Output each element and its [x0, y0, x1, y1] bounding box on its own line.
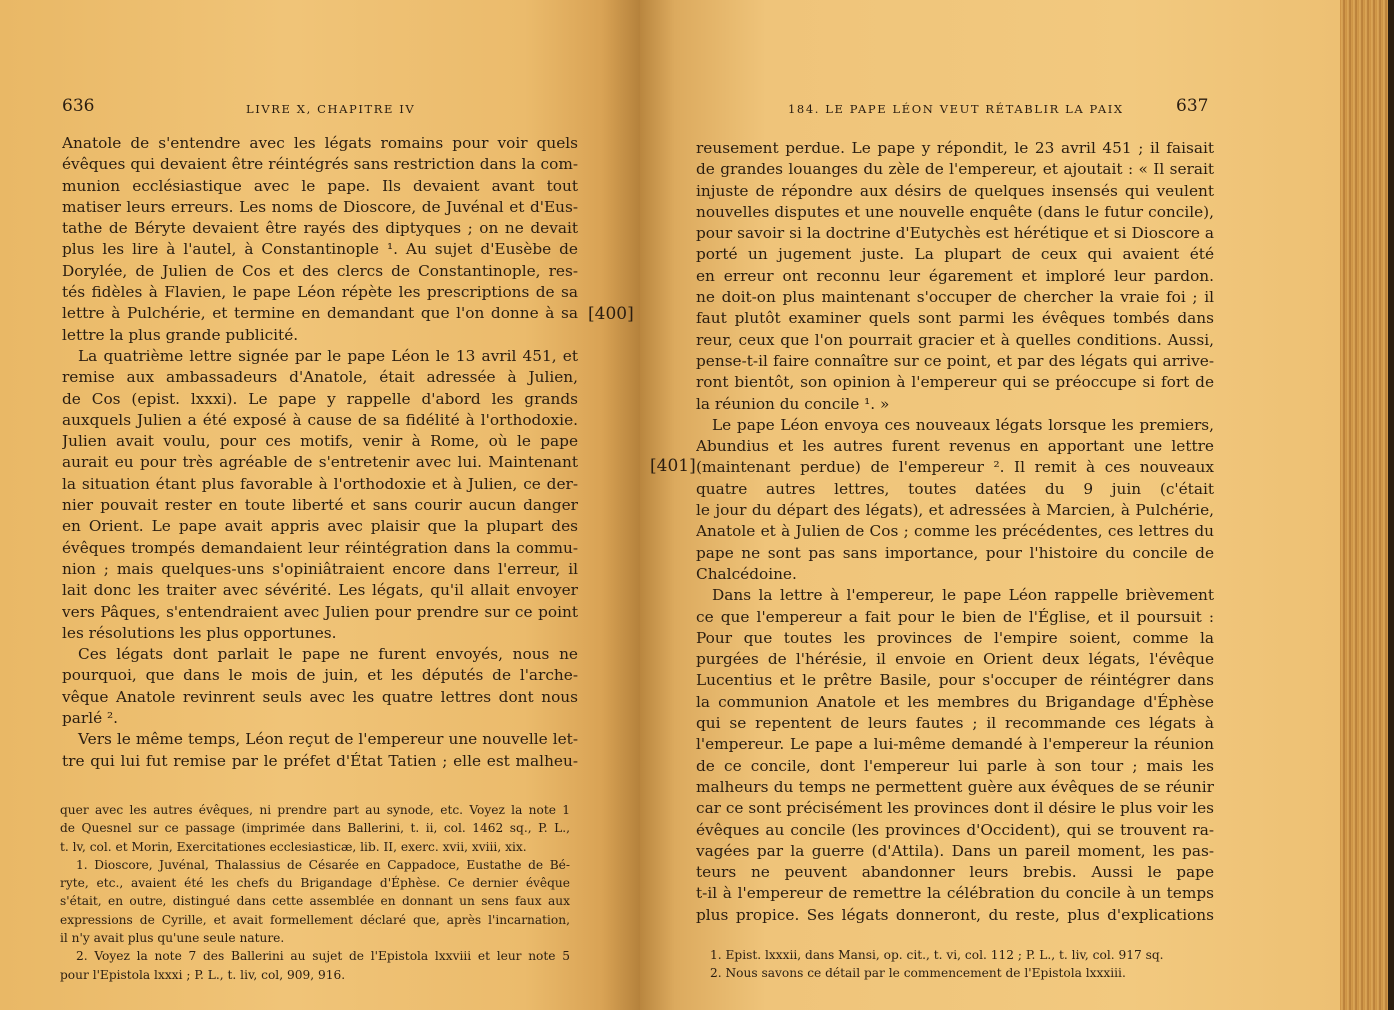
text-line: t-il à l'empereur de remettre la célébration du concile à un temps — [696, 884, 1214, 903]
footnote-line: s'était, en outre, distingué dans cette assemblée en donnant un sens faux aux — [60, 894, 570, 909]
text-line: de ce concile, dont l'empereur lui parle à son tour ; mais les — [696, 756, 1214, 775]
footnote-line: quer avec les autres évêques, ni prendre part au synode, etc. Voyez la note 1 — [60, 803, 570, 817]
text-line: quatre autres lettres, toutes datées du 9 juin (c'était — [696, 479, 1214, 498]
text-line: reusement perdue. Le pape y répondit, le 23 avril 451 ; il faisait — [696, 139, 1214, 157]
margin-number-401: [401] — [650, 456, 696, 476]
text-line: de grandes louanges du zèle de l'empereur, et ajoutait : « Il serait — [696, 160, 1214, 179]
text-line: lettre à Pulchérie, et termine en demandant que l'on donne à sa — [62, 304, 578, 323]
margin-number-400: [400] — [588, 304, 634, 324]
text-line: vagées par la guerre (d'Attila). Dans un pareil moment, les pas- — [696, 841, 1214, 860]
left-page — [0, 0, 640, 1010]
text-line: plus propice. Ses légats donneront, du reste, plus d'explications — [696, 905, 1214, 924]
text-line: teurs ne peuvent abandonner leurs brebis. Aussi le pape — [696, 863, 1214, 882]
text-line: ce que l'empereur a fait pour le bien de l'Église, et il poursuit : — [696, 607, 1214, 626]
text-line: nouvelles disputes et une nouvelle enquête (dans le futur concile), — [696, 202, 1214, 221]
text-line: (maintenant perdue) de l'empereur ². Il remit à ces nouveaux — [696, 458, 1214, 477]
text-line: tre qui lui fut remise par le préfet d'État Tatien ; elle est malheu- — [62, 751, 578, 770]
text-line: le jour du départ des légats), et adressées à Marcien, à Pulchérie, — [696, 501, 1214, 520]
right-body-text — [696, 138, 1214, 926]
text-line: tés fidèles à Flavien, le pape Léon répète les prescriptions de sa — [62, 283, 578, 302]
text-line: porté un jugement juste. La plupart de ceux qui avaient été — [696, 245, 1214, 264]
footnote-line: expressions de Cyrille, et avait formellement déclaré que, après l'incarnation, — [60, 912, 570, 927]
right-running-title: 184. LE PAPE LÉON VEUT RÉTABLIR LA PAIX — [788, 102, 1124, 116]
text-line: pape ne sont pas sans importance, pour l'histoire du concile de — [696, 543, 1214, 562]
footnote-line: pour l'Epistola lxxxi ; P. L., t. liv, col, 909, 916. — [60, 967, 346, 982]
text-line: en erreur ont reconnu leur égarement et imploré leur pardon. — [696, 266, 1214, 285]
footnote-line: 2. Voyez la note 7 des Ballerini au sujet de l'Epistola lxxviii et leur note 5 — [76, 949, 570, 964]
left-running-title: LIVRE X, CHAPITRE IV — [246, 102, 416, 116]
left-page-number: 636 — [62, 96, 95, 116]
text-line: purgées de l'hérésie, il envoie en Orient deux légats, l'évêque — [696, 650, 1214, 669]
text-line: de Cos (epist. lxxxi). Le pape y rappelle d'abord les grands — [62, 389, 578, 408]
left-footnotes — [60, 801, 570, 984]
text-line: l'empereur. Le pape a lui-même demandé à l'empereur la réunion — [696, 735, 1214, 754]
text-line: Chalcédoine. — [696, 564, 797, 583]
text-line: plus les lire à l'autel, à Constantinople ¹. Au sujet d'Eusèbe de — [62, 240, 578, 259]
text-line: Le pape Léon envoya ces nouveaux légats lorsque les premiers, — [712, 415, 1214, 434]
text-line: Abundius et les autres furent revenus en apportant une lettre — [696, 437, 1214, 456]
text-line: nier pouvait rester en toute liberté et sans courir aucun danger — [62, 496, 578, 515]
text-line: Vers le même temps, Léon reçut de l'empereur une nouvelle let- — [78, 730, 578, 749]
footnote-line: il n'y avait plus qu'une seule nature. — [60, 931, 285, 946]
text-line: Anatole et à Julien de Cos ; comme les précédentes, ces lettres du — [696, 522, 1214, 541]
text-line: Julien avait voulu, pour ces motifs, venir à Rome, où le pape — [62, 432, 578, 451]
text-line: la situation étant plus favorable à l'orthodoxie et à Julien, ce der- — [62, 474, 578, 493]
book-cover-edge — [1388, 0, 1394, 1010]
page-edges — [1340, 0, 1394, 1010]
text-line: tathe de Béryte devaient être rayés des diptyques ; on ne devait — [62, 219, 578, 238]
text-line: les résolutions les plus opportunes. — [62, 623, 337, 642]
right-footnotes — [694, 946, 1224, 983]
text-line: La quatrième lettre signée par le pape Léon le 13 avril 451, et — [78, 346, 578, 365]
text-line: Lucentius et le prêtre Basile, pour s'occuper de réintégrer dans — [696, 671, 1214, 690]
text-line: munion ecclésiastique avec le pape. Ils devaient avant tout — [62, 176, 578, 195]
text-line: vers Pâques, s'entendraient avec Julien pour prendre sur ce point — [62, 602, 578, 621]
text-line: injuste de répondre aux désirs de quelques insensés qui veulent — [696, 181, 1214, 200]
text-line: la réunion du concile ¹. » — [696, 394, 890, 413]
text-line: auxquels Julien a été exposé à cause de sa fidélité à l'orthodoxie. — [62, 410, 578, 429]
text-line: ne doit-on plus maintenant s'occuper de chercher la vraie foi ; il — [696, 288, 1214, 307]
left-running-head — [0, 98, 640, 120]
text-line: malheurs du temps ne permettent guère aux évêques de se réunir — [696, 777, 1214, 796]
text-line: lettre la plus grande publicité. — [62, 325, 299, 344]
footnote-line: 2. Nous savons ce détail par le commencement de l'Epistola lxxxiii. — [710, 966, 1126, 981]
text-line: la communion Anatole et les membres du Brigandage d'Éphèse — [696, 692, 1214, 711]
text-line: Ces légats dont parlait le pape ne furent envoyés, nous ne — [78, 645, 578, 664]
text-line: pense-t-il faire connaître sur ce point, et par des légats qui arrive- — [696, 351, 1214, 370]
footnote-line: ryte, etc., avaient été les chefs du Brigandage d'Éphèse. Ce dernier évêque — [60, 876, 570, 891]
text-line: Pour que toutes les provinces de l'empire soient, comme la — [696, 628, 1214, 647]
text-line: faut plutôt examiner quels sont parmi les évêques tombés dans — [696, 309, 1214, 328]
text-line: pourquoi, que dans le mois de juin, et les députés de l'arche- — [62, 666, 578, 685]
text-line: évêques qui devaient être réintégrés sans restriction dans la com- — [62, 155, 578, 174]
left-body-text — [62, 133, 578, 772]
footnote-line: de Quesnel sur ce passage (imprimée dans Ballerini, t. ii, col. 1462 sq., P. L., — [60, 821, 570, 836]
text-line: aurait eu pour très agréable de s'entretenir avec lui. Maintenant — [62, 453, 578, 472]
text-line: reur, ceux que l'on pourrait gracier et à quelles conditions. Aussi, — [696, 330, 1214, 349]
text-line: évêques au concile (les provinces d'Occident), qui se trouvent ra- — [696, 820, 1214, 839]
text-line: Dans la lettre à l'empereur, le pape Léon rappelle brièvement — [712, 586, 1214, 605]
right-page — [640, 0, 1340, 1010]
text-line: Anatole de s'entendre avec les légats romains pour voir quels — [62, 134, 578, 152]
text-line: nion ; mais quelques-uns s'opiniâtraient encore dans l'erreur, il — [62, 559, 578, 578]
text-line: qui se repentent de leurs fautes ; il recommande ces légats à — [696, 714, 1214, 733]
text-line: vêque Anatole revinrent seuls avec les quatre lettres dont nous — [62, 687, 578, 706]
text-line: pour savoir si la doctrine d'Eutychès est hérétique et si Dioscore a — [696, 224, 1214, 243]
text-line: car ce sont précisément les provinces dont il désire le plus voir les — [696, 799, 1214, 818]
text-line: remise aux ambassadeurs d'Anatole, était adressée à Julien, — [62, 368, 578, 387]
text-line: ront bientôt, son opinion à l'empereur qui se préoccupe si fort de — [696, 373, 1214, 392]
footnote-line: t. lv, col. et Morin, Exercitationes ecclesiasticæ, lib. II, exerc. xvii, xviii, xix. — [60, 839, 527, 854]
footnote-line: 1. Epist. lxxxii, dans Mansi, op. cit., t. vi, col. 112 ; P. L., t. liv, col. 917 sq. — [710, 948, 1164, 962]
text-line: parlé ². — [62, 709, 119, 728]
text-line: lait donc les traiter avec sévérité. Les légats, qu'il allait envoyer — [62, 581, 578, 600]
footnote-line: 1. Dioscore, Juvénal, Thalassius de Césarée en Cappadoce, Eustathe de Bé- — [76, 857, 570, 872]
text-line: matiser leurs erreurs. Les noms de Dioscore, de Juvénal et d'Eus- — [62, 197, 578, 216]
right-page-number: 637 — [1176, 96, 1209, 116]
right-running-head — [640, 98, 1340, 120]
text-line: évêques trompés demandaient leur réintégration dans la commu- — [62, 538, 578, 557]
text-line: Dorylée, de Julien de Cos et des clercs de Constantinople, res- — [62, 261, 578, 280]
text-line: en Orient. Le pape avait appris avec plaisir que la plupart des — [62, 517, 578, 536]
